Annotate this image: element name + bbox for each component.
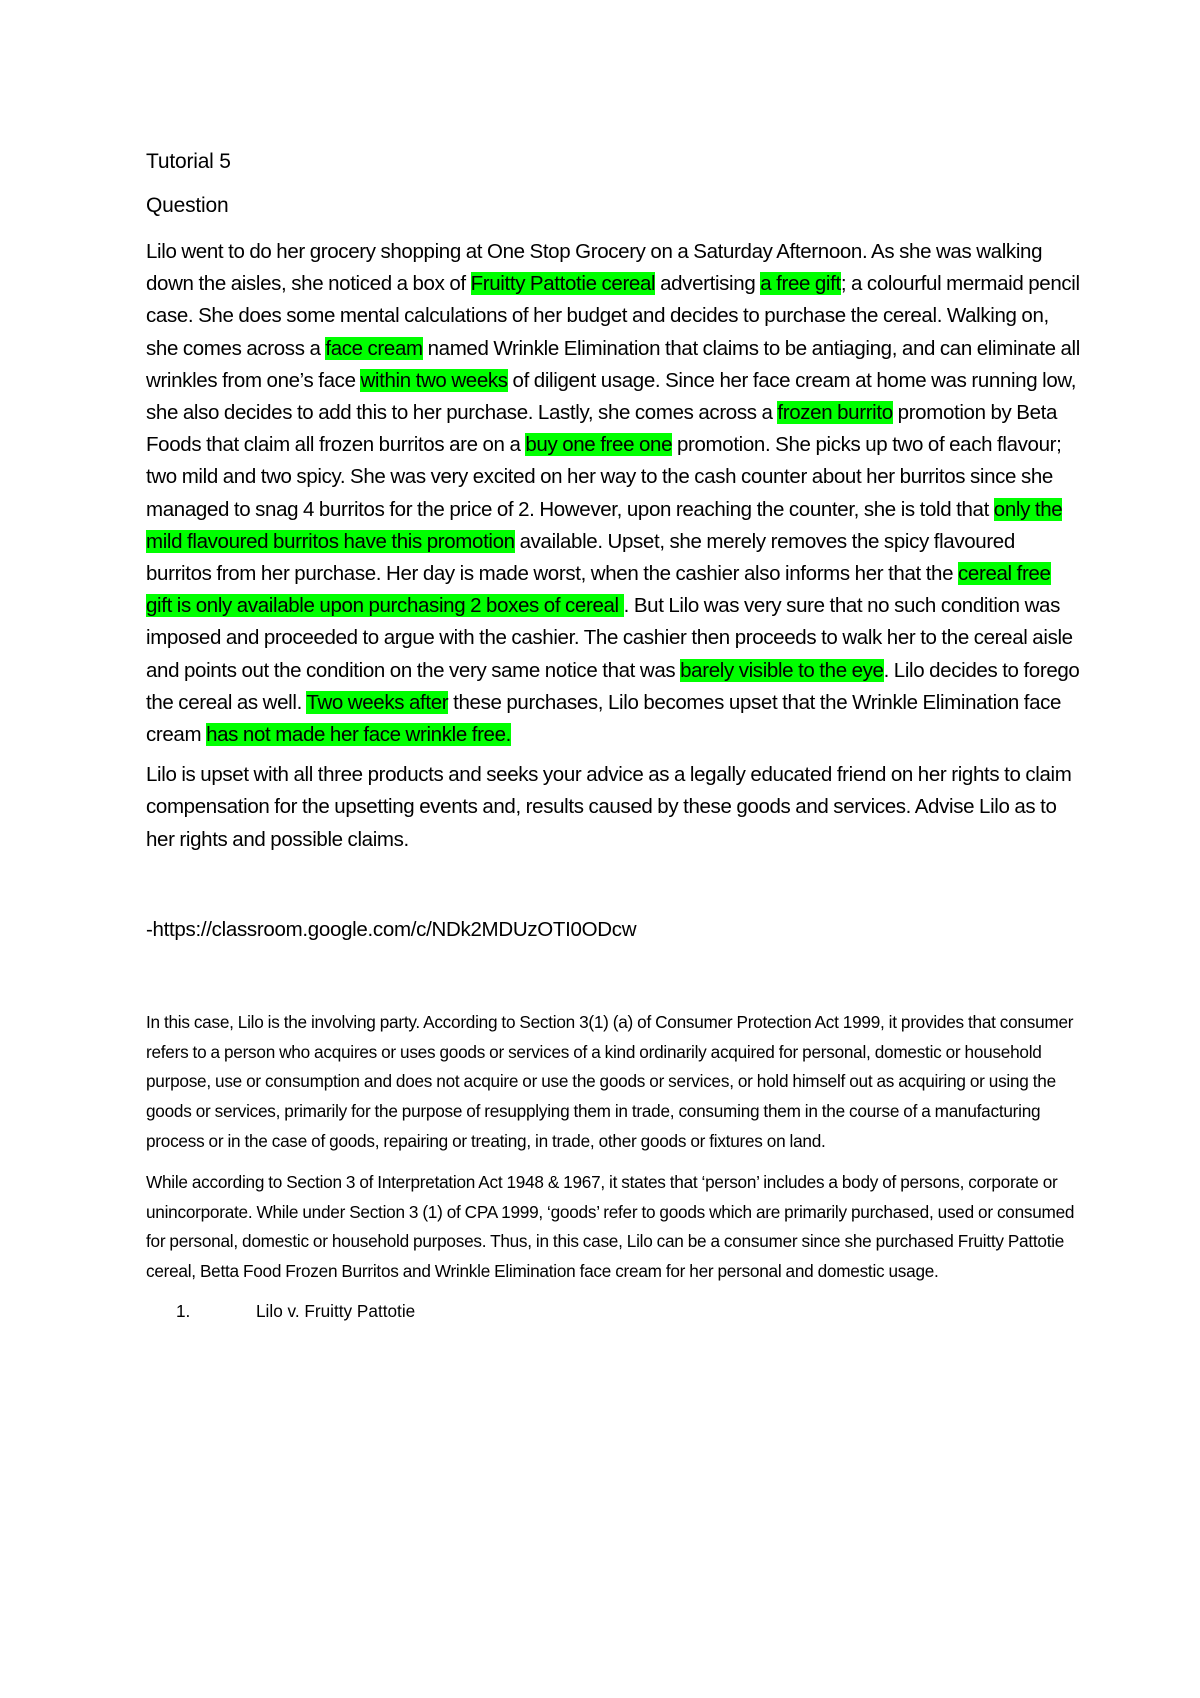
list-text: Lilo v. Fruitty Pattotie (256, 1301, 416, 1322)
text-segment: these purchases, Lilo becomes upset that the Wrinkle Elimination face cream (146, 690, 1062, 747)
text-segment: promotion. She picks up two of each flavour; two mild and two spicy. She was very excited on her way to the cash counter about her burritos since she managed to snag 4 burritos for the price of 2. However, upon reaching the counter, she is told that (146, 433, 1062, 521)
text-segment: ; a colourful mermaid pencil case. She does some mental calculations of her budget and decides to purchase the cereal. Walking on, she comes across a (146, 272, 1080, 360)
highlighted-text: only the mild flavoured burritos have this promotion (146, 497, 1063, 553)
answer-paragraph-2: While according to Section 3 of Interpretation Act 1948 & 1967, it states that ‘person’ includes a body of persons, corporate or unincorporate. While under Section 3 (1) of CPA 1999, ‘goods’ refer to goods which are primarily purchased, used or consumed for personal, domestic or household purposes. Thus, in this case, Lilo can be a consumer since she purchased Fruitty Pattotie cereal, Betta Food Frozen Burritos and Wrinkle Elimination face cream for her personal and domestic usage. (146, 1171, 1075, 1282)
highlighted-text: cereal free gift is only available upon purchasing 2 boxes of cereal (146, 562, 1051, 618)
list-item (176, 1297, 1080, 1326)
advice-paragraph: Lilo is upset with all three products and seeks your advice as a legally educated friend on her rights to claim compensation for the upsetting events and, results caused by these goods and services. Advise Lilo as to her rights and possible claims. (146, 763, 1072, 851)
highlighted-text: frozen burrito (777, 401, 893, 425)
text-segment: . Lilo decides to forego the cereal as well. (146, 658, 1080, 714)
text-segment: available. Upset, she merely removes the spicy flavoured burritos from her purchase. Her day is made worst, when the cashier also informs her that the (146, 529, 1015, 586)
highlighted-text: Two weeks after (306, 690, 449, 714)
text-segment: promotion by Beta Foods that claim all frozen burritos are on a (146, 401, 1058, 457)
question-heading: Question (146, 194, 229, 217)
question-paragraph (146, 236, 1080, 751)
text-segment: . But Lilo was very sure that no such condition was imposed and proceeded to argue with the cashier. The cashier then proceeds to walk her to the cereal aisle and points out the condition on the very same notice that was (146, 594, 1073, 682)
highlighted-text: within two weeks (360, 368, 508, 392)
text-segment: of diligent usage. Since her face cream at home was running low, she also decides to add this to her purchase. Lastly, she comes across a (146, 368, 1077, 425)
highlighted-text: Fruitty Pattotie cereal (470, 272, 656, 296)
tutorial-title: Tutorial 5 (146, 150, 231, 173)
classroom-link[interactable]: -https://classroom.google.com/c/NDk2MDUzOTI0ODcw (146, 917, 637, 941)
answer-paragraph-1: In this case, Lilo is the involving party. According to Section 3(1) (a) of Consumer Protection Act 1999, it provides that consumer refers to a person who acquires or uses goods or services of a kind ordinarily acquired for personal, domestic or household purpose, use or consumption and does not acquire or use the goods or services, or hold himself out as acquiring or using the goods or services, primarily for the purpose of resupplying them in trade, consuming them in the course of a manufacturing process or in the case of goods, repairing or treating, in trade, other goods or fixtures on land. (146, 1011, 1074, 1152)
highlighted-text: a free gift (760, 272, 841, 296)
highlighted-text: barely visible to the eye (680, 658, 884, 682)
text-segment: Lilo went to do her grocery shopping at One Stop Grocery on a Saturday Afternoon. As she was walking down the aisles, she noticed a box of (146, 240, 1043, 296)
highlighted-text: face cream (325, 336, 423, 360)
highlighted-text: buy one free one (525, 433, 673, 457)
text-segment: named Wrinkle Elimination that claims to be antiaging, and can eliminate all wrinkles from one’s face (146, 336, 1080, 392)
list-number: 1. (176, 1301, 191, 1322)
text-segment: advertising (655, 272, 761, 296)
highlighted-text: has not made her face wrinkle free. (206, 723, 512, 747)
